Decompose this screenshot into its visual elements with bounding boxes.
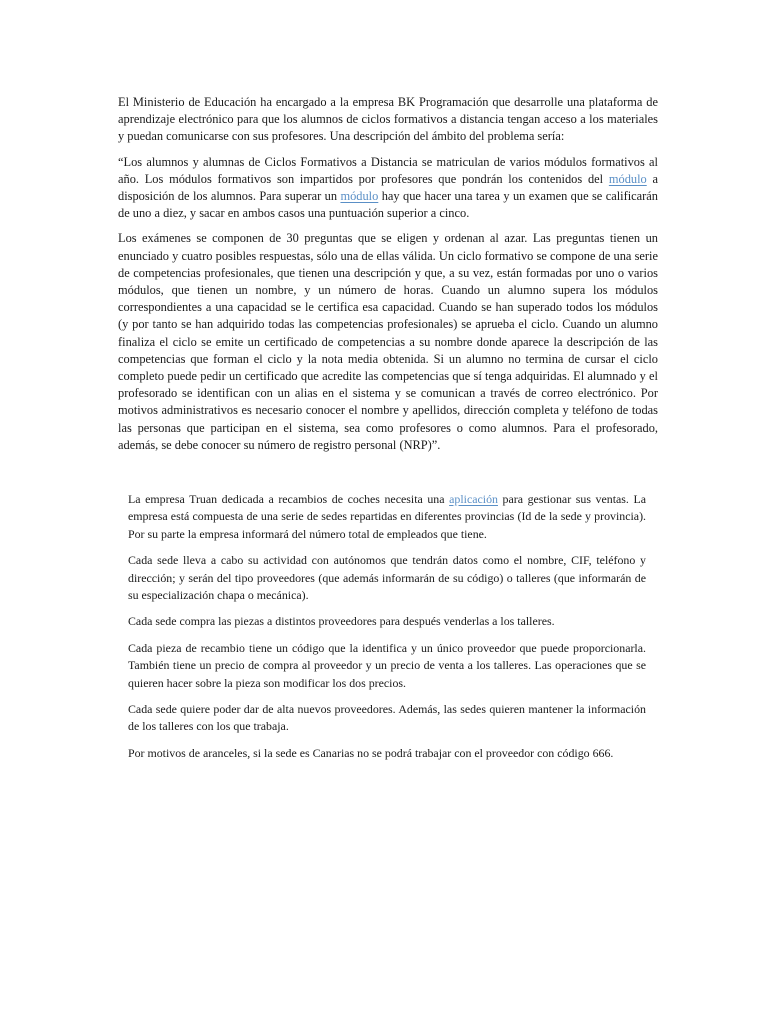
quote-text-start: “Los alumnos y alumnas de Ciclos Formativos a Distancia se matriculan de varios módulos formativos al año. Los módulos formativos son impartidos por profesores que pondrán los contenidos del xyxy=(118,154,658,186)
modulo-link-second[interactable]: módulo xyxy=(340,189,379,204)
quote-paragraph-exams: Los exámenes se componen de 30 preguntas que se eligen y ordenan al azar. Las preguntas tienen un enunciado y cuatro posibles respuestas, sólo una de ellas válida. Un ciclo formativo se compone de una serie de competencias profesionales, que tienen una descripción y que, a su vez, están formadas por uno o varios módulos, que tienen un nombre, y un número de horas. Cuando un alumno supera los módulos correspondientes a una capacidad se le certifica esa capacidad. Cuando se han superado todos los módulos (y por tanto se han adquirido todas las competencias profesionales) se aprueba el ciclo. Cuando un alumno finaliza el ciclo se emite un certificado de competencias a su nombre donde aparece la descripción de las competencias que forman el ciclo y la nota media obtenida. Si un alumno no termina de cursar el ciclo completo puede pedir un certificado que acredite las competencias que sí tenga adquiridas. El alumnado y el profesorado se identifican con un alias en el sistema y se comunican a través de correo electrónico. Por motivos administrativos es necesario conocer el nombre y apellidos, dirección completa y teléfono de todas las personas que participan en el sistema, sea como profesores o como alumnos. Para el profesorado, además, se debe conocer su número de registro personal (NRP)”. xyxy=(118,231,658,452)
section-elearning-platform xyxy=(118,94,658,454)
truan-paragraph-4: Cada pieza de recambio tiene un código que la identifica y un único proveedor que puede proporcionarla. También tiene un precio de compra al proveedor y un precio de venta a los talleres. Las operaciones que se quieren hacer sobre la pieza son modificar los dos precios. xyxy=(128,640,646,690)
truan-paragraph-2: Cada sede lleva a cabo su actividad con autónomos que tendrán datos como el nombre, CIF, teléfono y dirección; y serán del tipo proveedores (que además informarán de su código) o talleres (que informarán de su especialización chapa o mecánica). xyxy=(128,553,646,603)
intro-paragraph: El Ministerio de Educación ha encargado a la empresa BK Programación que desarrolle una plataforma de aprendizaje electrónico para que los alumnos de ciclos formativos a distancia tengan acceso a los materiales y puedan comunicarse con sus profesores. Una descripción del ámbito del problema sería: xyxy=(118,95,658,144)
truan-text-start: La empresa Truan dedicada a recambios de coches necesita una xyxy=(128,492,450,506)
quote-text-end: hay que hacer una tarea y un examen que se calificarán de uno a diez, y sacar en ambos casos una puntuación superior a cinco. xyxy=(118,189,658,221)
truan-text-end: para gestionar sus ventas. La empresa está compuesta de una serie de sedes repartidas en diferentes provincias (Id de la sede y provincia). Por su parte la empresa informará del número total de empleados que tiene. xyxy=(128,492,646,541)
aplicacion-link[interactable]: aplicación xyxy=(449,492,498,506)
truan-paragraph-5: Cada sede quiere poder dar de alta nuevos proveedores. Además, las sedes quieren mantener la información de los talleres con los que trabaja. xyxy=(128,702,646,734)
modulo-link[interactable]: módulo xyxy=(608,171,647,186)
truan-paragraph-3: Cada sede compra las piezas a distintos proveedores para después venderlas a los talleres. xyxy=(128,614,555,629)
quote-text-middle: a disposición de los alumnos. Para superar un xyxy=(118,171,658,204)
section-truan-parts xyxy=(128,491,646,762)
truan-paragraph-1 xyxy=(128,491,646,543)
truan-paragraph-6: Por motivos de aranceles, si la sede es Canarias no se podrá trabajar con el proveedor con código 666. xyxy=(128,745,614,760)
quote-paragraph-modules xyxy=(118,154,658,223)
